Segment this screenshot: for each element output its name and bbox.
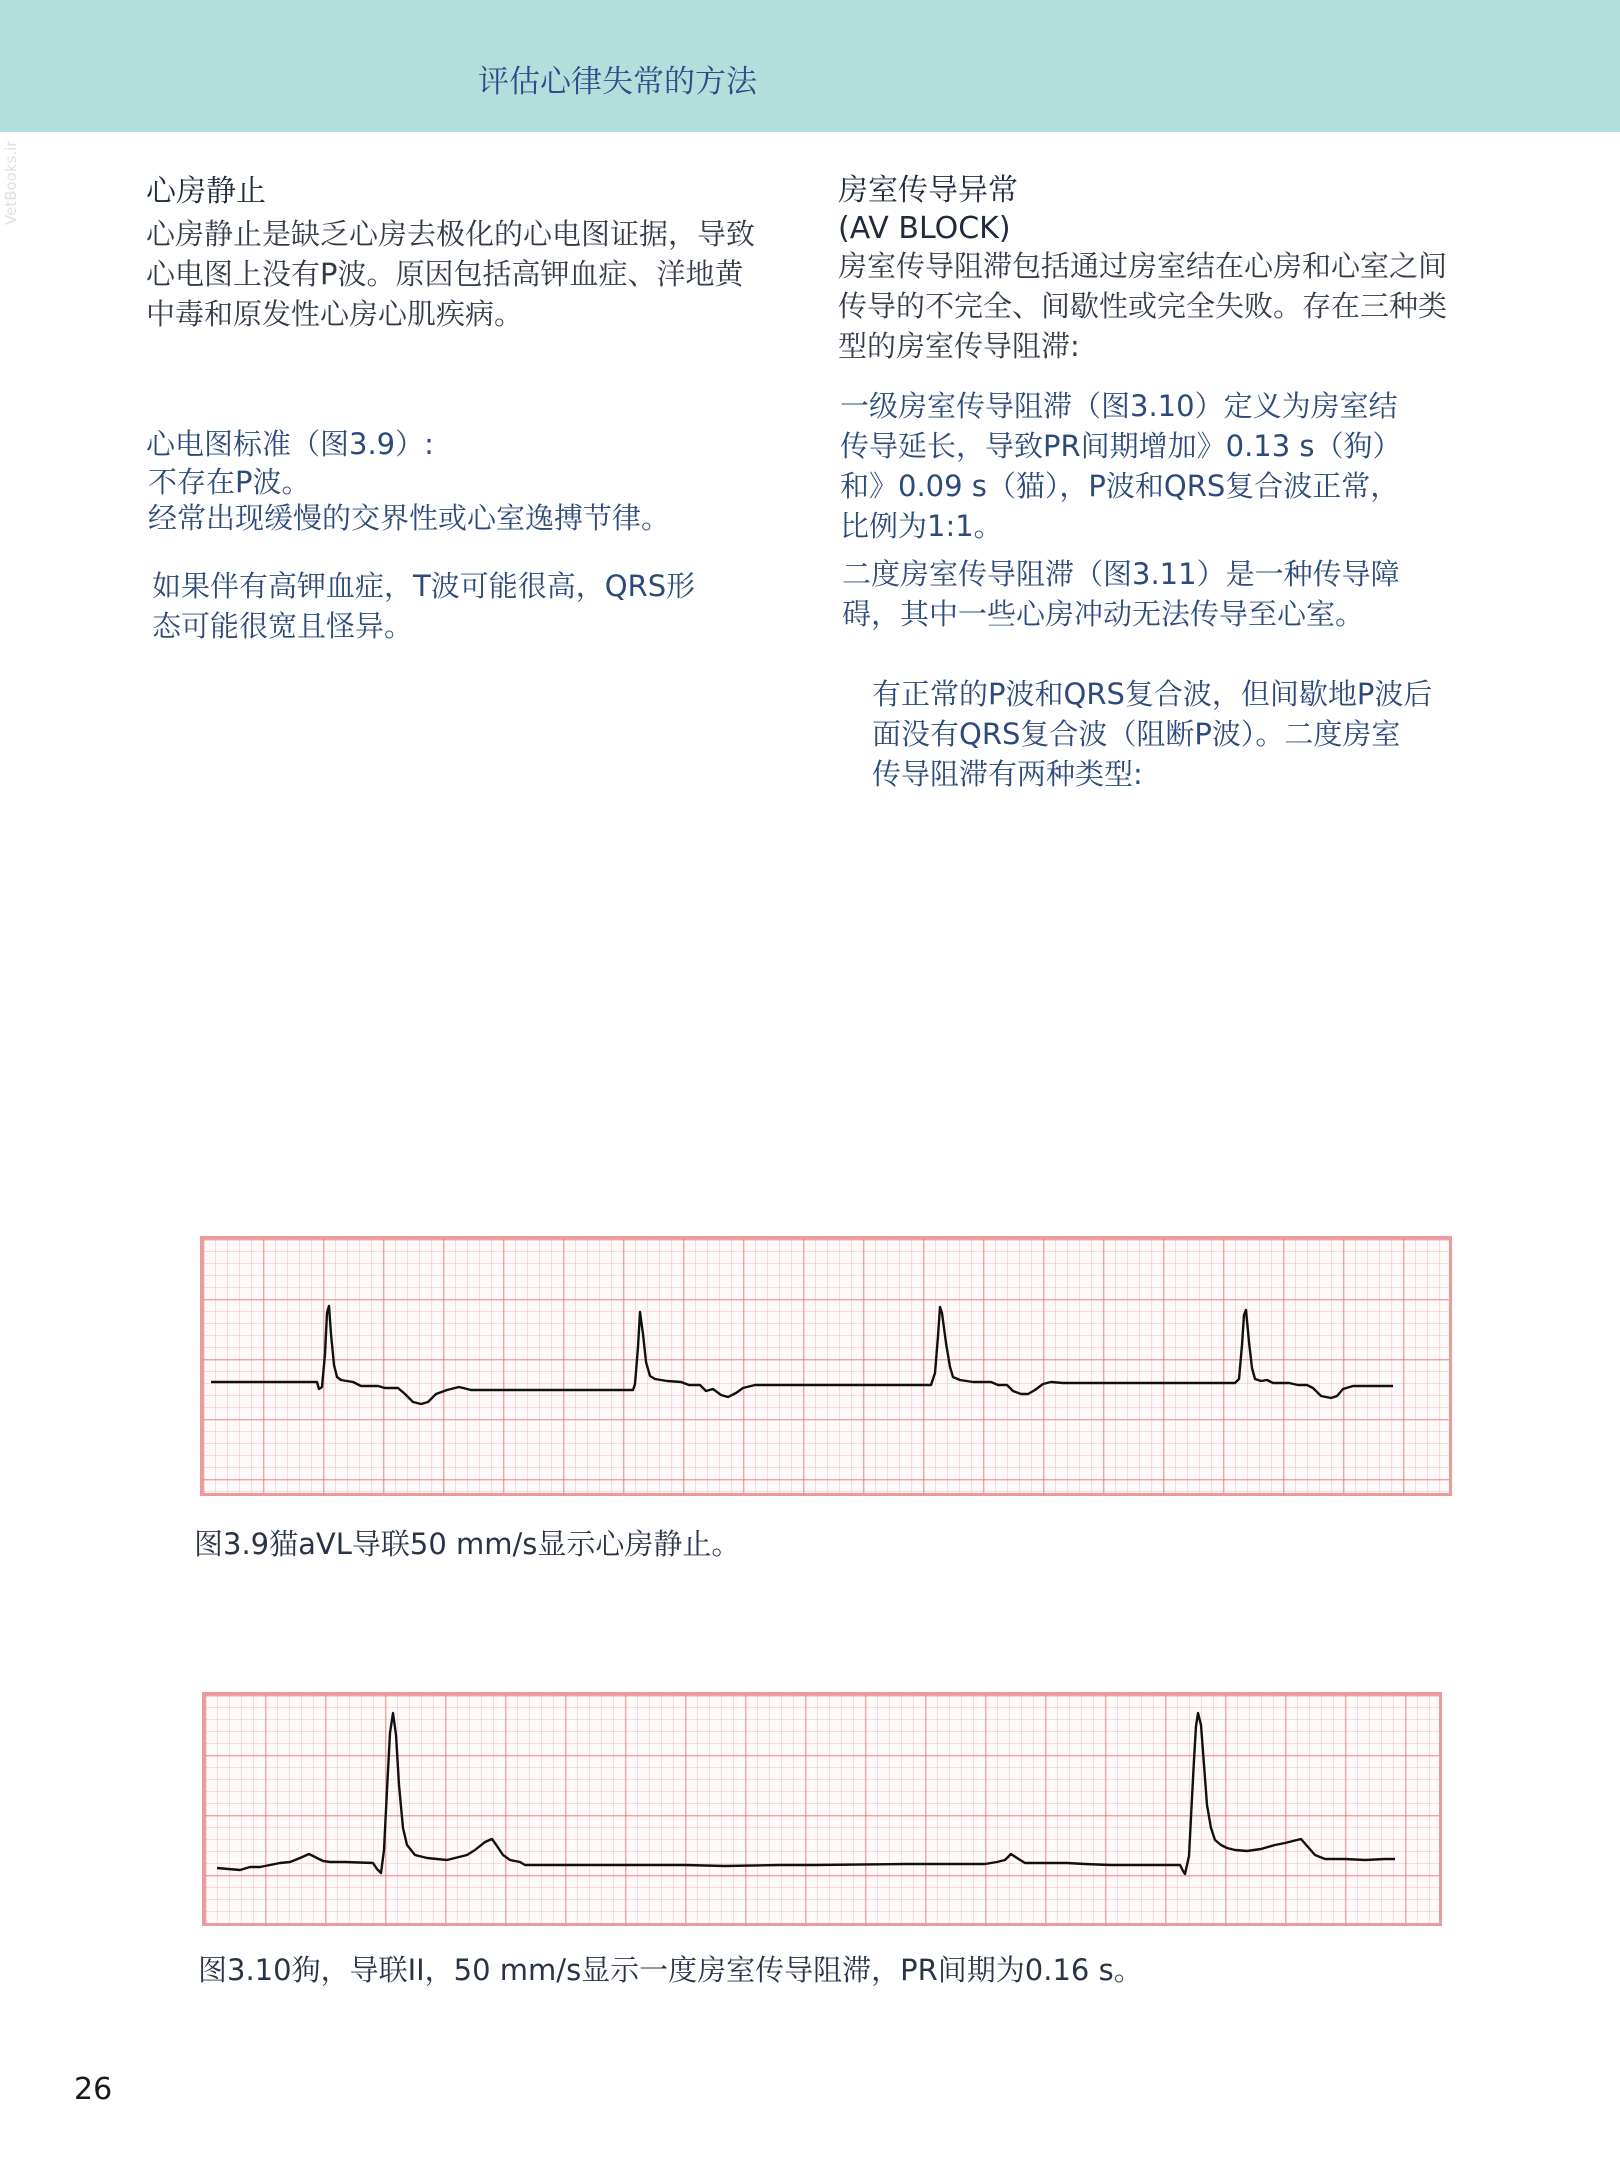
criteria-list [148,464,670,536]
section-heading: 房室传导异常 [838,173,1018,208]
criteria-heading: 心电图标准（图3.9）: [146,427,434,461]
text-line: 和》0.09 s（猫），P波和QRS复合波正常， [840,469,1400,503]
page-header [0,0,1620,132]
text-line: 传导的不完全、间歇性或完全失败。存在三种类 [838,289,1448,323]
ecg-trace-3-9 [203,1239,1455,1499]
text-line: 经常出现缓慢的交界性或心室逸搏节律。 [148,501,671,535]
text-line: 有正常的P波和QRS复合波，但间歇地P波后 [872,677,1433,711]
text-line: 心电图上没有P波。原因包括高钾血症、洋地黄 [146,257,744,291]
left-heading: 心房静止 [146,174,266,209]
second-degree-block [842,554,1400,634]
left-intro [146,214,755,334]
text-line: 态可能很宽且怪异。 [152,609,414,643]
text-line: 传导阻滞有两种类型: [872,757,1143,791]
ecg-trace-3-10 [205,1695,1445,1929]
right-intro [838,246,1447,366]
text-line: 房室传导阻滞包括通过房室结在心房和心室之间 [838,249,1448,283]
ecg-figure-3-9 [200,1236,1452,1496]
text-line: 比例为1:1。 [840,509,1003,543]
text-line: 中毒和原发性心房心肌疾病。 [146,297,524,331]
text-line: 如果伴有高钾血症，T波可能很高，QRS形 [152,569,696,603]
page-number: 26 [74,2072,113,2107]
ecg-figure-3-10 [202,1692,1442,1926]
header-title: 评估心律失常的方法 [478,64,757,100]
text-line: 型的房室传导阻滞: [838,329,1080,363]
text-line: 二度房室传导阻滞（图3.11）是一种传导障 [842,557,1400,591]
text-line: 碍，其中一些心房冲动无法传导至心室。 [842,597,1365,631]
section-heading-en: (AV BLOCK) [838,211,1011,246]
text-line: 传导延长，导致PR间期增加》0.13 s（狗） [840,429,1402,463]
text-line: 心房静止是缺乏心房去极化的心电图证据，导致 [146,217,756,251]
first-degree-block [840,386,1402,546]
left-note [152,566,695,646]
text-line: 面没有QRS复合波（阻断P波）。二度房室 [872,717,1401,751]
figure-caption: 图3.10狗，导联II，50 mm/s显示一度房室传导阻滞，PR间期为0.16 s。 [198,1953,1143,1987]
right-heading [838,172,1018,248]
second-degree-detail [872,674,1432,794]
watermark: VetBooks.ir [2,140,20,225]
text-line: 一级房室传导阻滞（图3.10）定义为房室结 [840,389,1398,423]
figure-caption: 图3.9猫aVL导联50 mm/s显示心房静止。 [194,1527,741,1561]
text-line: 不存在P波。 [148,465,311,499]
